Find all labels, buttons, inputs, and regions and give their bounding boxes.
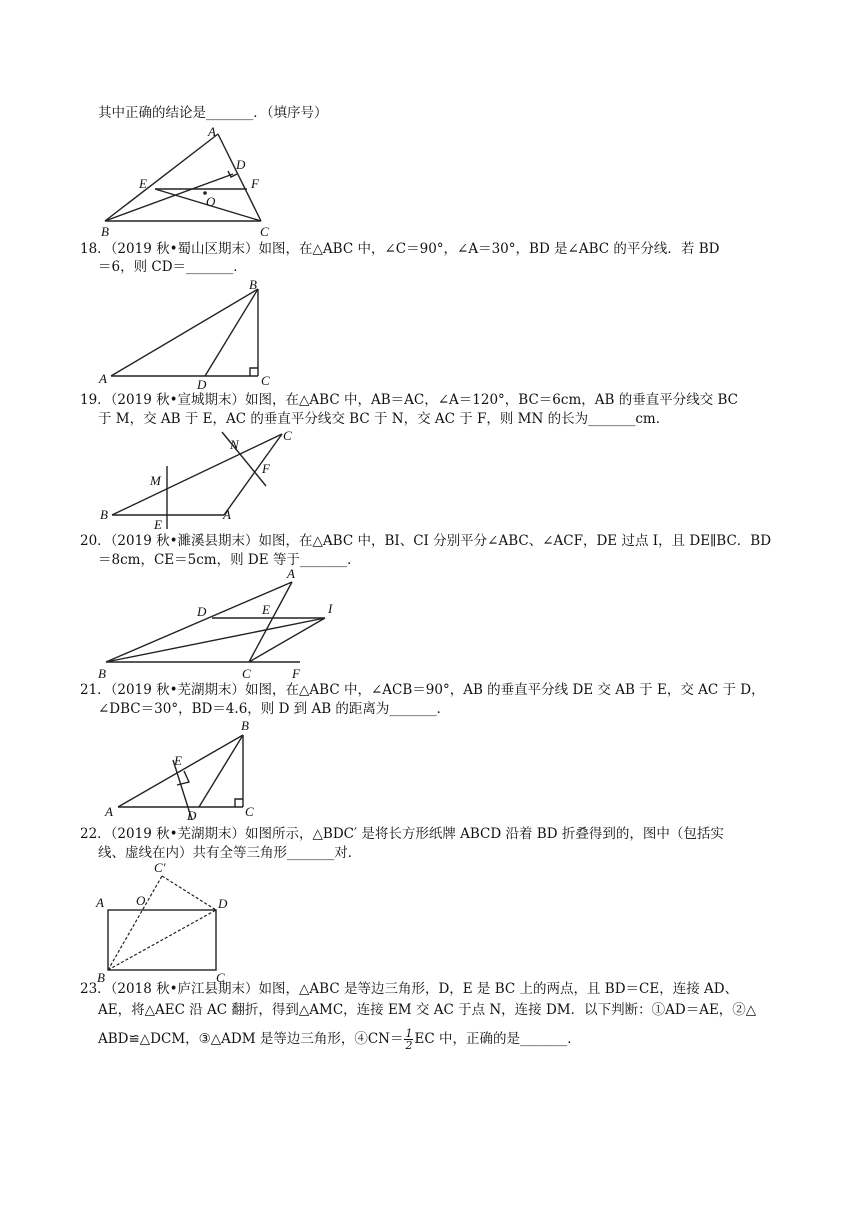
label-c: C — [283, 428, 292, 443]
segment-bd — [205, 289, 258, 376]
label-a: A — [208, 124, 216, 139]
label-n: N — [230, 437, 239, 452]
q17-figure — [95, 126, 295, 245]
segment-cpd — [162, 876, 216, 910]
label-c: C — [242, 666, 251, 681]
label-b: B — [241, 718, 249, 733]
q23-line3-part1: ABD≌△DCM，③△ADM 是等边三角形，④CN＝ — [98, 1031, 404, 1047]
q21-line1: 21．（2019 秋•芜湖期末）如图，在△ABC 中，∠ACB＝90°，AB 的垂直平分线 DE 交 AB 于 E，交 AC 于 D， — [80, 682, 765, 698]
fold-bd — [108, 910, 216, 970]
q20-figure — [92, 566, 352, 685]
label-a: A — [223, 507, 231, 522]
label-c: C — [245, 804, 254, 819]
label-d: D — [236, 157, 246, 172]
q20-line1: 20．（2019 秋•濉溪县期末）如图，在△ABC 中，BI、CI 分别平分∠ABC、∠ACF，DE 过点 I，且 DE∥BC．BD — [80, 533, 772, 549]
label-d: D — [187, 808, 197, 823]
label-e: E — [262, 602, 270, 617]
right-angle-mark — [250, 368, 258, 376]
fraction-denominator: 2 — [405, 1039, 413, 1052]
label-f: F — [292, 666, 300, 681]
label-d: D — [197, 604, 207, 619]
label-e: E — [139, 176, 147, 191]
label-f: F — [251, 176, 259, 191]
side-ab — [105, 134, 218, 221]
q18-line1: 18．（2019 秋•蜀山区期末）如图，在△ABC 中，∠C＝90°，∠A＝30°，BD 是∠ABC 的平分线．若 BD — [80, 241, 720, 257]
label-f: F — [262, 461, 270, 476]
right-angle-mark-c — [235, 799, 243, 807]
label-c-prime: C′ — [154, 860, 166, 875]
label-i: I — [328, 601, 333, 616]
label-b: B — [97, 970, 105, 985]
label-d: D — [218, 896, 228, 911]
q23-line3-part2: EC 中，正确的是_______． — [414, 1031, 581, 1047]
segment-bd — [199, 735, 243, 807]
side-ab — [118, 735, 243, 807]
q17-text: 其中正确的结论是_______．（填序号） — [98, 105, 328, 121]
q22-figure — [92, 858, 242, 987]
label-a: A — [105, 804, 113, 819]
q19-line2: 于 M，交 AB 于 E，AC 的垂直平分线交 BC 于 N，交 AC 于 F，则 MN 的长为_______cm． — [98, 411, 670, 427]
segment-bcp — [108, 876, 162, 970]
label-b: B — [249, 277, 257, 292]
label-a: A — [96, 895, 104, 910]
label-b: B — [98, 666, 106, 681]
q22-line1: 22．（2019 秋•芜湖期末）如图所示，△BDC′ 是将长方形纸牌 ABCD 沿着 BD 折叠得到的，图中（包括实 — [80, 826, 724, 842]
q19-figure — [92, 426, 307, 540]
q19-line1: 19．（2019 秋•宣城期末）如图，在△ABC 中，AB＝AC，∠A＝120°，BC＝6cm，AB 的垂直平分线交 BC — [80, 392, 738, 408]
fraction — [404, 1028, 413, 1051]
q18-line2: ＝6，则 CD＝_______． — [98, 259, 247, 275]
q23-line2: AE，将△AEC 沿 AC 翻折，得到△AMC，连接 EM 交 AC 于点 N，连接 DM．以下判断：①AD＝AE，②△ — [98, 1002, 757, 1018]
q21-line2: ∠DBC＝30°，BD＝4.6，则 D 到 AB 的距离为_______． — [98, 701, 451, 717]
segment-bi — [106, 618, 325, 662]
label-c: C — [216, 970, 225, 985]
label-a: A — [99, 371, 107, 386]
label-c: C — [260, 224, 269, 239]
label-a: A — [287, 566, 295, 581]
label-d: D — [197, 377, 207, 392]
label-e: E — [154, 517, 162, 532]
label-o: O — [206, 194, 216, 209]
label-m: M — [150, 473, 161, 488]
q21-figure — [95, 715, 270, 829]
fraction-numerator: 1 — [405, 1027, 413, 1040]
label-c: C — [261, 373, 270, 388]
q20-line2: ＝8cm，CE＝5cm，则 DE 等于_______． — [98, 552, 361, 568]
label-b: B — [100, 507, 108, 522]
side-ab — [111, 289, 258, 376]
q22-line2: 线、虚线在内）共有全等三角形_______对． — [98, 845, 362, 861]
q23-line3 — [98, 1028, 581, 1051]
q18-figure — [95, 276, 280, 395]
label-e: E — [174, 753, 182, 768]
label-o: O — [136, 893, 146, 908]
side-ba — [106, 582, 292, 662]
label-b: B — [101, 224, 109, 239]
q23-line1: 23．（2018 秋•庐江县期末）如图，△ABC 是等边三角形，D，E 是 BC 上的两点，且 BD＝CE，连接 AD、 — [80, 981, 739, 997]
